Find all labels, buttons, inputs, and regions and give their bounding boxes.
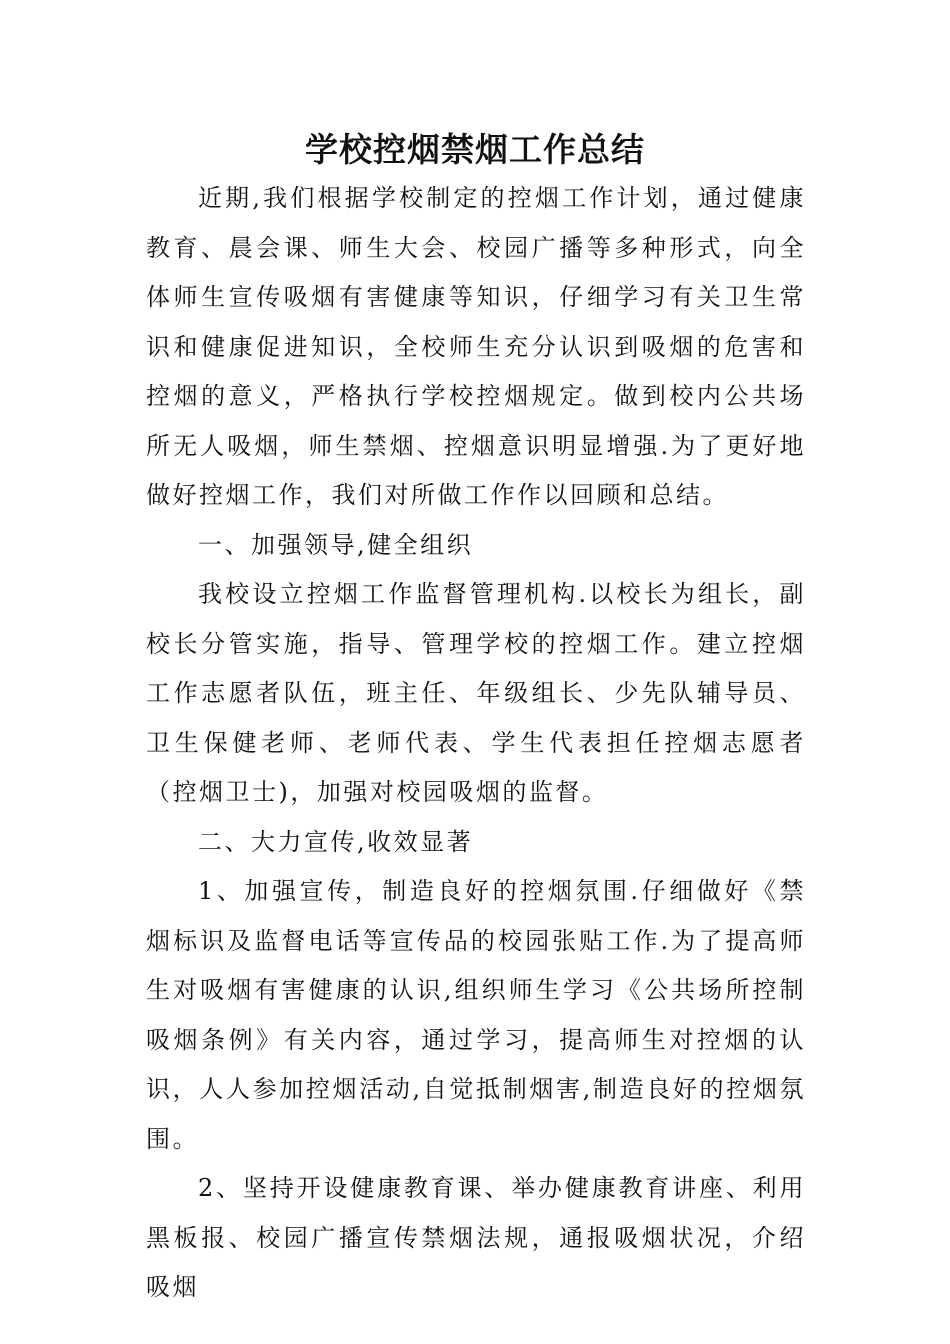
paragraph-section-2-item-2: 2、坚持开设健康教育课、举办健康教育讲座、利用黑板报、校园广播宣传禁烟法规，通报吸烟状况，介绍吸烟 [146,1174,806,1301]
document-body [146,174,806,1313]
paragraph-section-1: 我校设立控烟工作监督管理机构.以校长为组长，副校长分管实施，指导、管理学校的控烟工作。建立控烟工作志愿者队伍，班主任、年级组长、少先队辅导员、卫生保健老师、老师代表、学生代表担任控烟志愿者（控烟卫士)，加强对校园吸烟的监督。 [146,580,806,806]
section-heading-2: 二、大力宣传,收效显著 [198,827,474,856]
paragraph-section-2-item-1: 1、加强宣传，制造良好的控烟氛围.仔细做好《禁烟标识及监督电话等宣传品的校园张贴工作.为了提高师生对吸烟有害健康的认识,组织师生学习《公共场所控制吸烟条例》有关内容，通过学习，提高师生对控烟的认识，人人参加控烟活动,自觉抵制烟害,制造良好的控烟氛围。 [146,877,806,1153]
section-heading-1: 一、加强领导,健全组织 [198,530,474,559]
paragraph-intro: 近期,我们根据学校制定的控烟工作计划，通过健康教育、晨会课、师生大会、校园广播等多种形式，向全体师生宣传吸烟有害健康等知识，仔细学习有关卫生常识和健康促进知识，全校师生充分认识到吸烟的危害和控烟的意义，严格执行学校控烟规定。做到校内公共场所无人吸烟，师生禁烟、控烟意识明显增强.为了更好地做好控烟工作，我们对所做工作作以回顾和总结。 [146,184,806,509]
document-title: 学校控烟禁烟工作总结 [305,130,645,169]
